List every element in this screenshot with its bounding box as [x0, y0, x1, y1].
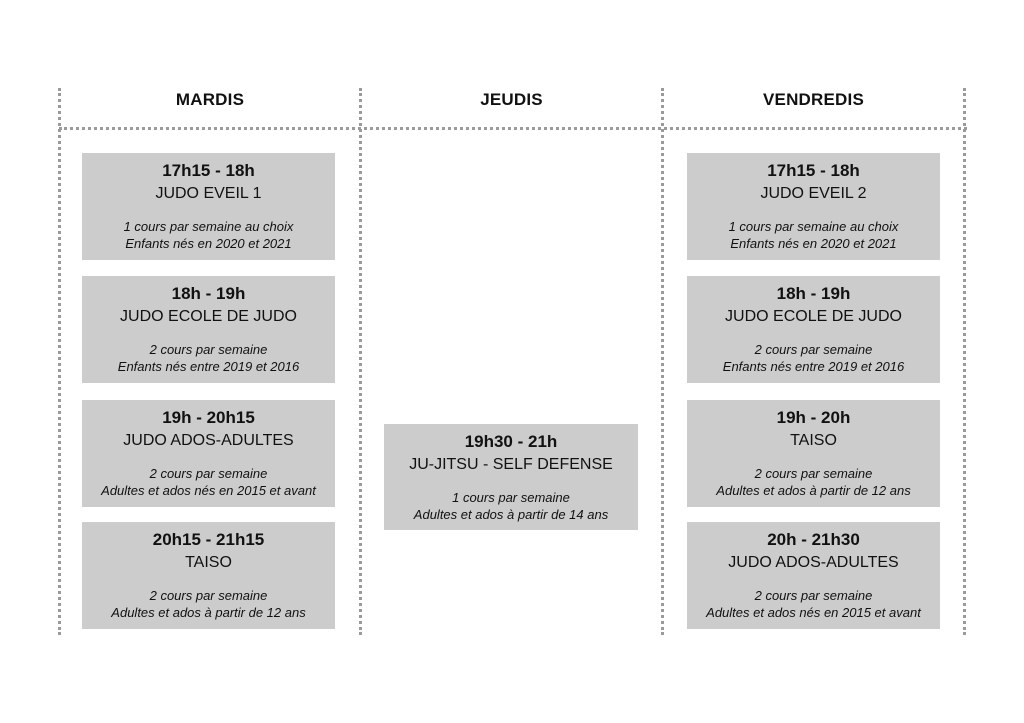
session-audience: Adultes et ados à partir de 12 ans: [111, 605, 306, 620]
session-card: [82, 400, 335, 507]
session-card: [384, 424, 638, 530]
session-name: JUDO EVEIL 2: [760, 185, 867, 202]
session-audience: Enfants nés entre 2019 et 2016: [722, 359, 905, 374]
session-name: JU-JITSU - SELF DEFENSE: [409, 456, 613, 473]
session-time: 20h15 - 21h15: [152, 530, 265, 549]
session-frequency: 1 cours par semaine au choix: [728, 219, 899, 234]
column-divider-right: [963, 88, 966, 635]
session-card: [82, 153, 335, 260]
session-audience: Adultes et ados nés en 2015 et avant: [101, 483, 316, 498]
session-audience: Enfants nés entre 2019 et 2016: [117, 359, 300, 374]
header-divider: [59, 127, 967, 130]
session-time: 18h - 19h: [776, 284, 851, 303]
session-frequency: 1 cours par semaine au choix: [123, 219, 294, 234]
session-card: [82, 522, 335, 629]
session-time: 18h - 19h: [171, 284, 246, 303]
session-audience: Adultes et ados à partir de 12 ans: [716, 483, 911, 498]
column-divider-left: [58, 88, 61, 635]
session-card: [687, 153, 940, 260]
session-name: JUDO ECOLE DE JUDO: [725, 308, 902, 325]
session-frequency: 2 cours par semaine: [754, 342, 873, 357]
session-card: [687, 522, 940, 629]
session-audience: Adultes et ados à partir de 14 ans: [413, 507, 609, 522]
session-frequency: 2 cours par semaine: [754, 588, 873, 603]
session-frequency: 2 cours par semaine: [149, 588, 268, 603]
day-header-mardis: MARDIS: [175, 90, 245, 109]
session-frequency: 2 cours par semaine: [149, 466, 268, 481]
session-time: 19h - 20h: [776, 408, 851, 427]
column-divider-1: [359, 88, 362, 635]
session-audience: Adultes et ados nés en 2015 et avant: [706, 605, 921, 620]
session-name: TAISO: [790, 432, 837, 449]
column-divider-2: [661, 88, 664, 635]
session-time: 17h15 - 18h: [767, 161, 860, 180]
session-name: JUDO ADOS-ADULTES: [123, 432, 294, 449]
day-header-jeudis: JEUDIS: [480, 90, 543, 109]
session-name: JUDO ECOLE DE JUDO: [120, 308, 297, 325]
session-time: 19h - 20h15: [162, 408, 255, 427]
session-name: TAISO: [185, 554, 232, 571]
session-frequency: 2 cours par semaine: [754, 466, 873, 481]
session-card: [687, 400, 940, 507]
session-frequency: 2 cours par semaine: [149, 342, 268, 357]
session-time: 20h - 21h30: [767, 530, 860, 549]
session-audience: Enfants nés en 2020 et 2021: [125, 236, 292, 251]
session-audience: Enfants nés en 2020 et 2021: [730, 236, 897, 251]
session-time: 19h30 - 21h: [464, 432, 558, 451]
session-frequency: 1 cours par semaine: [452, 490, 570, 505]
session-card: [687, 276, 940, 383]
session-name: JUDO ADOS-ADULTES: [728, 554, 899, 571]
session-time: 17h15 - 18h: [162, 161, 255, 180]
day-header-vendredis: VENDREDIS: [763, 90, 864, 109]
session-card: [82, 276, 335, 383]
session-name: JUDO EVEIL 1: [155, 185, 262, 202]
